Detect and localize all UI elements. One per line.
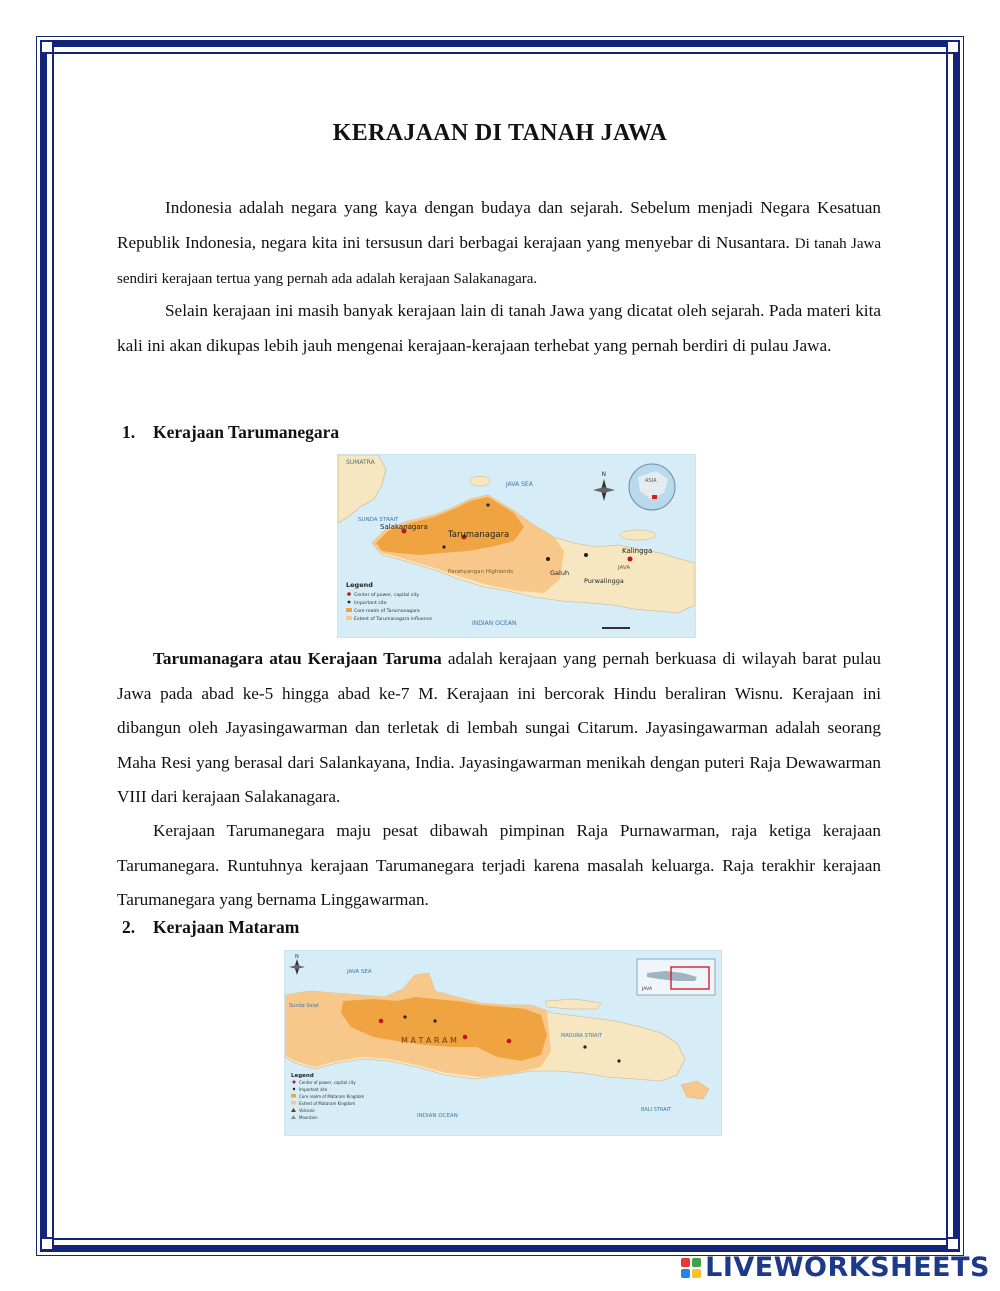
capital-dot [379, 1019, 384, 1024]
tarumanegara-paragraph-2 [117, 814, 881, 918]
inset-label-java: JAVA [642, 987, 653, 992]
border-corner [946, 1237, 960, 1251]
svg-text:Important site: Important site [299, 1087, 328, 1092]
svg-text:Important site: Important site [354, 601, 387, 606]
map-mataram-svg [285, 951, 721, 1135]
map-label-bali-strait: BALI STRAIT [641, 1107, 672, 1113]
map-label-java-sea: JAVA SEA [506, 481, 533, 488]
site-dot [584, 553, 588, 557]
site-dot [617, 1059, 620, 1062]
site-dot [486, 503, 489, 506]
svg-text:Legend: Legend [291, 1073, 314, 1079]
map-tarumanagara [337, 454, 696, 638]
map-label-java-sea: JAVA SEA [347, 969, 372, 975]
map-mataram [284, 950, 722, 1136]
map-label-purwalingga: Purwalingga [584, 577, 624, 585]
svg-text:Center of power, capital city: Center of power, capital city [299, 1080, 356, 1085]
tarumanegara-paragraph-1 [117, 642, 881, 815]
svg-text:Core realm of Tarumanagara: Core realm of Tarumanagara [354, 609, 420, 614]
map-label-java: JAVA [618, 565, 631, 571]
map-label-indian-ocean: INDIAN OCEAN [472, 620, 517, 627]
capital-dot [463, 1035, 468, 1040]
capital-dot [507, 1039, 512, 1044]
border-corner [40, 1237, 54, 1251]
svg-text:Core realm of Mataram Kingdom: Core realm of Mataram Kingdom [299, 1094, 365, 1099]
svg-text:Volcano: Volcano [299, 1108, 315, 1113]
map-tarumanagara-svg [338, 455, 695, 637]
logo-text: LIVEWORKSHEETS [705, 1252, 990, 1283]
map-label-tarumanagara: Tarumanagara [448, 530, 510, 540]
tarumanegara-term: Tarumanagara atau Kerajaan Taruma [153, 649, 442, 668]
liveworksheets-logo [681, 1252, 990, 1283]
island [620, 530, 656, 540]
map-label-indian-ocean: INDIAN OCEAN [417, 1113, 458, 1119]
intro-paragraph-2 [117, 294, 881, 363]
svg-text:N: N [295, 954, 299, 960]
tarumanegara-text: Kerajaan Tarumanegara maju pesat dibawah pimpinan Raja Purnawarman, raja ketiga kerajaan Tarumanegara. Runtuhnya kerajaan Tarumanegara terjadi karena masalah keluarga. Raja terakhir kerajaan Tarumanegara yang bernama Linggawarman. [117, 821, 881, 909]
globe-marker [652, 495, 657, 499]
site-dot [583, 1045, 586, 1048]
intro-text: Selain kerajaan ini masih banyak kerajaan lain di tanah Jawa yang dicatat oleh sejarah. Pada materi kita kali ini akan dikupas lebih jauh mengenai kerajaan-kerajaan terhebat yang pernah berdiri di pulau Jawa. [117, 301, 881, 355]
border-corner [40, 40, 54, 54]
border-corner [946, 40, 960, 54]
scale-bar [602, 627, 630, 629]
island [470, 476, 490, 486]
map-label-kalingga: Kalingga [622, 547, 653, 555]
section-heading-mataram [122, 917, 299, 938]
logo-mark-icon [681, 1258, 701, 1278]
capital-dot [628, 557, 633, 562]
tarumanegara-text: adalah kerajaan yang pernah berkuasa di wilayah barat pulau Jawa pada abad ke-5 hingga abad ke-7 M. Kerajaan ini bercorak Hindu beraliran Wisnu. Kerajaan ini dibangun oleh Jayasingawarman dan terletak di lembah sungai Citarum. Jayasingawarman adalah seorang Maha Resi yang berasal dari Salankayana, India. Jayasingawarman menikah dengan puteri Raja Dewawarman VIII dari kerajaan Salakanagara. [117, 649, 881, 806]
svg-text:Extent of Mataram Kingdom: Extent of Mataram Kingdom [299, 1101, 356, 1106]
svg-text:Center of power, capital city: Center of power, capital city [354, 593, 420, 598]
map-label-galuh: Galuh [550, 569, 570, 577]
site-dot [546, 557, 550, 561]
site-dot [442, 545, 445, 548]
site-dot [433, 1019, 436, 1022]
page-title: KERAJAAN DI TANAH JAWA [332, 120, 668, 146]
svg-text:N: N [601, 471, 606, 478]
section-number: 2. [122, 917, 136, 937]
map-label-salakanagara: Salakanagara [380, 523, 428, 531]
section-title: Kerajaan Tarumanegara [153, 422, 340, 442]
intro-paragraph-1 [117, 191, 881, 297]
section-number: 1. [122, 422, 136, 442]
section-title: Kerajaan Mataram [153, 917, 300, 937]
map-label-sunda-strait: Sunda Selat [289, 1003, 320, 1009]
intro-note: Di tanah Jawa sendiri kerajaan tertua yang pernah ada adalah kerajaan Salakanagara. [117, 235, 882, 287]
intro-text: Indonesia adalah negara yang kaya dengan budaya dan sejarah. Sebelum menjadi Negara Kesatuan Republik Indonesia, negara kita ini tersusun dari berbagai kerajaan yang menyebar di Nusantara. [117, 198, 881, 252]
section-heading-tarumanegara [122, 422, 339, 443]
svg-text:Legend: Legend [346, 581, 373, 589]
globe-label-asia: ASIA [645, 478, 657, 484]
svg-text:Extent of Tarumanagara influen: Extent of Tarumanagara influence [354, 617, 432, 622]
map-label-sumatra: SUMATRA [346, 459, 375, 466]
map-label-parahyangan: Parahyangan Highlands [448, 569, 514, 575]
map-label-sunda-strait: SUNDA STRAIT [358, 517, 399, 523]
map-label-mataram: M A T A R A M [401, 1036, 457, 1045]
map-label-madura-strait: MADURA STRAIT [561, 1033, 602, 1039]
site-dot [403, 1015, 406, 1018]
svg-text:Mountain: Mountain [299, 1115, 318, 1120]
